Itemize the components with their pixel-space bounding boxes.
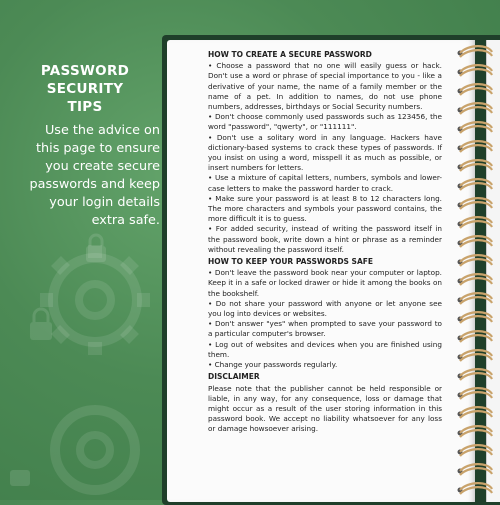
tips-text [208,48,442,435]
gear-icon [40,245,150,355]
promo-body-line: you create secure [45,159,160,174]
binding-ring [458,236,493,247]
section-heading: DISCLAIMER [208,372,260,382]
promo-body-line: passwords and keep [29,177,160,192]
promo-body-line: your login details [49,195,160,210]
binding-ring [458,464,493,475]
binding-ring [458,293,493,304]
binding-ring [458,84,493,95]
binding-ring [458,274,493,285]
promo-title-line: SECURITY [46,81,124,97]
disclaimer-paragraph: Please note that the publisher cannot be held responsible or liable, in any way, for any consequence, loss or damage that might occur as a result of the user storing information in this password book. We accept no liability whatsoever for any loss or damage howsoever arising. [208,383,442,434]
promo-title-line: TIPS [67,99,103,115]
binding-ring [458,198,493,209]
padlock-icon [30,309,52,340]
promo-body [10,122,160,230]
tip-paragraph: • Do not share your password with anyone or let anyone see you log into devices or websites. [208,298,442,319]
binding-ring [458,312,493,323]
binding-ring [458,331,493,342]
tip-paragraph: • Make sure your password is at least 8 to 12 characters long. The more characters and symbols your password contains, the more difficult it is to guess. [208,193,442,224]
promo-title-line: PASSWORD [40,63,130,79]
binding-ring [458,141,493,152]
binding-ring [458,217,493,228]
binding-ring [458,122,493,133]
tip-paragraph: • Don't leave the password book near your computer or laptop. Keep it in a safe or locked drawer or hide it among the books on the bookshelf. [208,268,442,298]
binding-ring [458,160,493,171]
section-heading: HOW TO CREATE A SECURE PASSWORD [208,50,372,59]
tip-paragraph: • Log out of websites and devices when you are finished using them. [208,339,442,359]
spiral-binding [454,40,496,500]
binding-ring [458,255,493,266]
binding-ring [458,483,493,494]
gear-icon [55,410,135,490]
tip-paragraph: • Don't use a solitary word in any language. Hackers have dictionary-based systems to crack these types of passwords. If you insist on using a word, misspell it as much as possible, or insert numbers for letters. [208,132,442,173]
binding-ring [458,103,493,114]
binding-ring [458,407,493,418]
padlock-icon [10,470,30,486]
tip-paragraph: • Don't answer "yes" when prompted to save your password to a particular computer's browser. [208,319,442,339]
promo-panel [10,62,160,230]
tip-paragraph: • Don't choose commonly used passwords such as 123456, the word "password", "qwerty", or "111111". [208,112,442,132]
binding-ring [458,369,493,380]
binding-ring [458,179,493,190]
tip-paragraph: • Choose a password that no one will easily guess or hack. Don't use a word or phrase of special importance to you - like a derivative of your name, the name of a family member or the name of a pet. In addition to names, do not use phone numbers, addresses, birthdays or Social Security numbers. [208,61,442,112]
promo-body-line: Use the advice on [44,123,160,138]
promo-body-line: extra safe. [91,213,160,228]
tip-paragraph: • For added security, instead of writing the password itself in the password book, write down a hint or phrase as a reminder without revealing the password itself. [208,224,442,254]
binding-ring [458,426,493,437]
section-heading: HOW TO KEEP YOUR PASSWORDS SAFE [208,257,374,267]
binding-ring [458,46,493,57]
tip-paragraph: • Use a mixture of capital letters, numbers, symbols and lower-case letters to make the password harder to crack. [208,173,442,193]
promo-body-line: this page to ensure [36,141,160,156]
binding-ring [458,65,493,76]
binding-ring [458,350,493,361]
promo-title [10,62,160,116]
padlock-icon [86,235,106,262]
tip-paragraph: • Change your passwords regularly. [208,360,338,370]
binding-ring [458,445,493,456]
binding-ring [458,388,493,399]
